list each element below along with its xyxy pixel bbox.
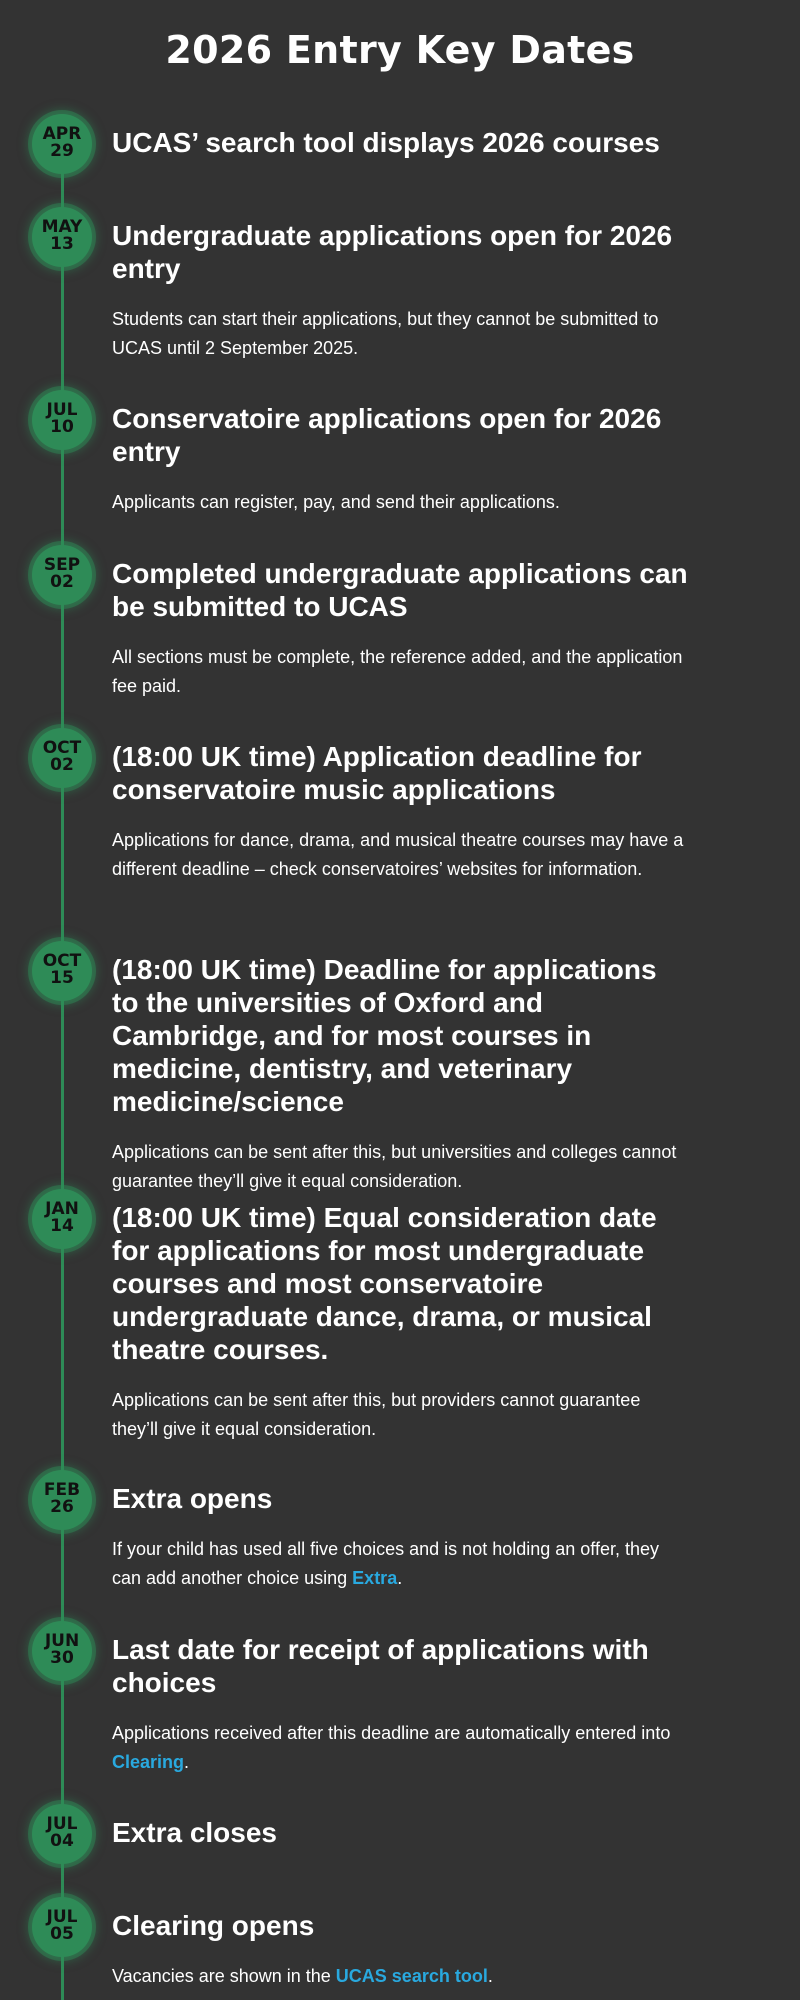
date-month: APR: [42, 124, 82, 144]
date-month: OCT: [42, 738, 82, 758]
date-badge: [32, 114, 92, 174]
clearing-link[interactable]: Clearing: [112, 1752, 185, 1772]
event-title: UCAS’ search tool displays 2026 courses: [112, 127, 660, 158]
date-month: OCT: [42, 951, 82, 971]
event-description: Applications can be sent after this, but universities and colleges cannot guarantee they’ll give it equal consideration.: [112, 1142, 677, 1191]
event-title: Completed undergraduate applications can be submitted to UCAS: [112, 558, 688, 622]
extra-link[interactable]: Extra: [352, 1568, 398, 1588]
event-description-end: .: [184, 1752, 190, 1772]
date-month: JAN: [45, 1199, 79, 1219]
event-description-text: If your child has used all five choices and is not holding an offer, they can add another choice using: [112, 1539, 660, 1588]
event-title: (18:00 UK time) Deadline for applications to the universities of Oxford and Cambridge, and for most courses in medicine, dentistry, and veterinary medicine/science: [112, 954, 657, 1117]
event-title: Last date for receipt of applications with choices: [112, 1634, 649, 1698]
date-badge: [32, 390, 92, 450]
date-day: 02: [50, 755, 74, 775]
date-badge: [32, 941, 92, 1001]
date-day: 26: [50, 1497, 74, 1517]
date-day: 29: [50, 141, 74, 161]
event-title: (18:00 UK time) Application deadline for conservatoire music applications: [112, 741, 642, 805]
event-title: Undergraduate applications open for 2026 entry: [112, 220, 673, 284]
date-month: JUL: [46, 400, 78, 420]
event-description: [112, 1535, 690, 1593]
event-description: Students can start their applications, but they cannot be submitted to UCAS until 2 September 2025.: [112, 309, 659, 358]
date-badge: [32, 1897, 92, 1957]
event-description: All sections must be complete, the reference added, and the application fee paid.: [112, 647, 683, 696]
date-month: MAY: [41, 217, 83, 237]
event-title: (18:00 UK time) Equal consideration date for applications for most undergraduate courses and most conservatoire undergraduate dance, drama, or musical theatre courses.: [112, 1202, 657, 1365]
date-badge: [32, 1189, 92, 1249]
date-month: JUN: [44, 1631, 80, 1651]
event-description-end: .: [397, 1568, 403, 1588]
event-description-end: .: [487, 1966, 493, 1986]
date-month: JUL: [46, 1814, 78, 1834]
event-description: Applicants can register, pay, and send their applications.: [112, 492, 560, 512]
ucas-search-tool-link[interactable]: UCAS search tool: [335, 1966, 488, 1986]
date-month: JUL: [46, 1907, 78, 1927]
date-badge: [32, 1470, 92, 1530]
event-title: Conservatoire applications open for 2026 entry: [112, 403, 662, 467]
event-description: Applications can be sent after this, but providers cannot guarantee they’ll give it equal consideration.: [112, 1390, 641, 1439]
date-day: 14: [50, 1216, 74, 1236]
date-day: 15: [50, 968, 74, 988]
date-day: 02: [50, 572, 74, 592]
date-day: 04: [50, 1831, 74, 1851]
event-description: [112, 1719, 690, 1777]
date-day: 10: [50, 417, 74, 437]
event-description: Applications for dance, drama, and musical theatre courses may have a different deadline – check conservatoires’ websites for information.: [112, 830, 684, 879]
date-badge: [32, 545, 92, 605]
page-title: 2026 Entry Key Dates: [165, 28, 635, 72]
event-description-text: Vacancies are shown in the: [112, 1966, 336, 1986]
date-badge: [32, 1621, 92, 1681]
event-title: Extra closes: [112, 1817, 277, 1848]
event-description-text: Applications received after this deadline are automatically entered into: [112, 1723, 671, 1743]
date-day: 30: [50, 1648, 74, 1668]
event-title: Clearing opens: [112, 1910, 315, 1941]
date-day: 13: [50, 234, 74, 254]
event-title: Extra opens: [112, 1483, 273, 1514]
date-month: SEP: [43, 555, 81, 575]
event-description: [112, 1962, 690, 1991]
date-badge: [32, 207, 92, 267]
date-month: FEB: [43, 1480, 81, 1500]
date-badge: [32, 728, 92, 788]
date-badge: [32, 1804, 92, 1864]
date-day: 05: [50, 1924, 74, 1944]
